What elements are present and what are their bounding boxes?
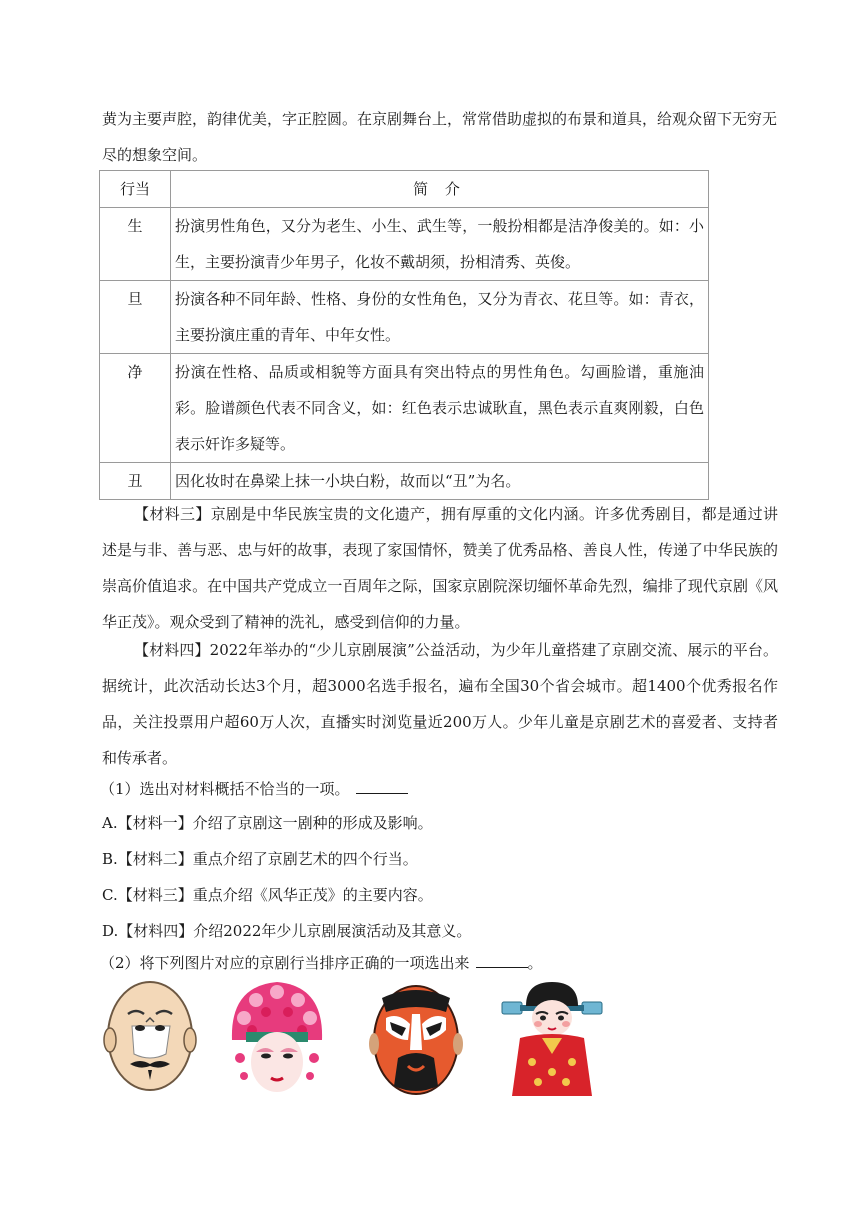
- table-row: [100, 354, 709, 463]
- dan-female-headdress-icon: [224, 978, 330, 1098]
- answer-blank-2[interactable]: [476, 953, 528, 968]
- role-description: 扮演在性格、品质或相貌等方面具有突出特点的男性角色。勾画脸谱，重施油彩。脸谱颜色代表不同含义，如：红色表示忠诚耿直，黑色表示直爽刚毅，白色表示奸诈多疑等。: [171, 354, 709, 463]
- table-header-row: [100, 171, 709, 208]
- role-chou: 丑: [100, 463, 171, 500]
- sheng-young-male-figure-icon: [496, 978, 608, 1098]
- role-description: 扮演男性角色，又分为老生、小生、武生等，一般扮相都是洁净俊美的。如：小生，主要扮演青少年男子，化妆不戴胡须，扮相清秀、英俊。: [171, 208, 709, 281]
- question-2-stem: （2）将下列图片对应的京剧行当排序正确的一项选出来: [100, 954, 470, 972]
- roles-table: [99, 170, 709, 500]
- chou-clown-mask-icon: [102, 978, 198, 1096]
- role-sheng: 生: [100, 208, 171, 281]
- header-role: 行当: [100, 171, 171, 208]
- role-jing: 净: [100, 354, 171, 463]
- opera-images: [102, 978, 642, 1098]
- option-b: B.【材料二】重点介绍了京剧艺术的四个行当。: [102, 850, 418, 868]
- role-dan: 旦: [100, 281, 171, 354]
- table-row: [100, 208, 709, 281]
- role-description: 因化妆时在鼻梁上抹一小块白粉，故而以“丑”为名。: [171, 463, 709, 500]
- question-2: [100, 952, 543, 974]
- question-1-stem: （1）选出对材料概括不恰当的一项。: [100, 780, 350, 798]
- answer-blank-1[interactable]: [356, 779, 408, 794]
- jing-painted-face-icon: [368, 978, 464, 1098]
- intro-line-2: 尽的想象空间。: [102, 146, 208, 164]
- question-2-end: 。: [527, 954, 543, 972]
- role-description: 扮演各种不同年龄、性格、身份的女性角色，又分为青衣、花旦等。如：青衣，主要扮演庄重的青年、中年女性。: [171, 281, 709, 354]
- material-three: 【材料三】京剧是中华民族宝贵的文化遗产，拥有厚重的文化内涵。许多优秀剧目，都是通过讲述是与非、善与恶、忠与奸的故事，表现了家国情怀，赞美了优秀品格、善良人性，传递了中华民族的崇高价值追求。在中国共产党成立一百周年之际，国家京剧院深切缅怀革命先烈，编排了现代京剧《风华正茂》。观众受到了精神的洗礼，感受到信仰的力量。: [102, 505, 778, 631]
- option-d: D.【材料四】介绍2022年少儿京剧展演活动及其意义。: [102, 922, 472, 940]
- table-row: [100, 463, 709, 500]
- intro-line-1: 黄为主要声腔，韵律优美，字正腔圆。在京剧舞台上，常常借助虚拟的布景和道具，给观众留下无穷无: [102, 110, 778, 128]
- option-a: A.【材料一】介绍了京剧这一剧种的形成及影响。: [102, 814, 433, 832]
- question-1: [100, 778, 408, 800]
- header-intro: 简 介: [171, 171, 709, 208]
- material-four: 【材料四】2022年举办的“少儿京剧展演”公益活动，为少年儿童搭建了京剧交流、展示的平台。据统计，此次活动长达3个月，超3000名选手报名，遍布全国30个省会城市。超1400个优秀报名作品，关注投票用户超60万人次，直播实时浏览量近200万人。少年儿童是京剧艺术的喜爱者、支持者和传承者。: [102, 641, 778, 767]
- option-c: C.【材料三】重点介绍《风华正茂》的主要内容。: [102, 886, 433, 904]
- table-row: [100, 281, 709, 354]
